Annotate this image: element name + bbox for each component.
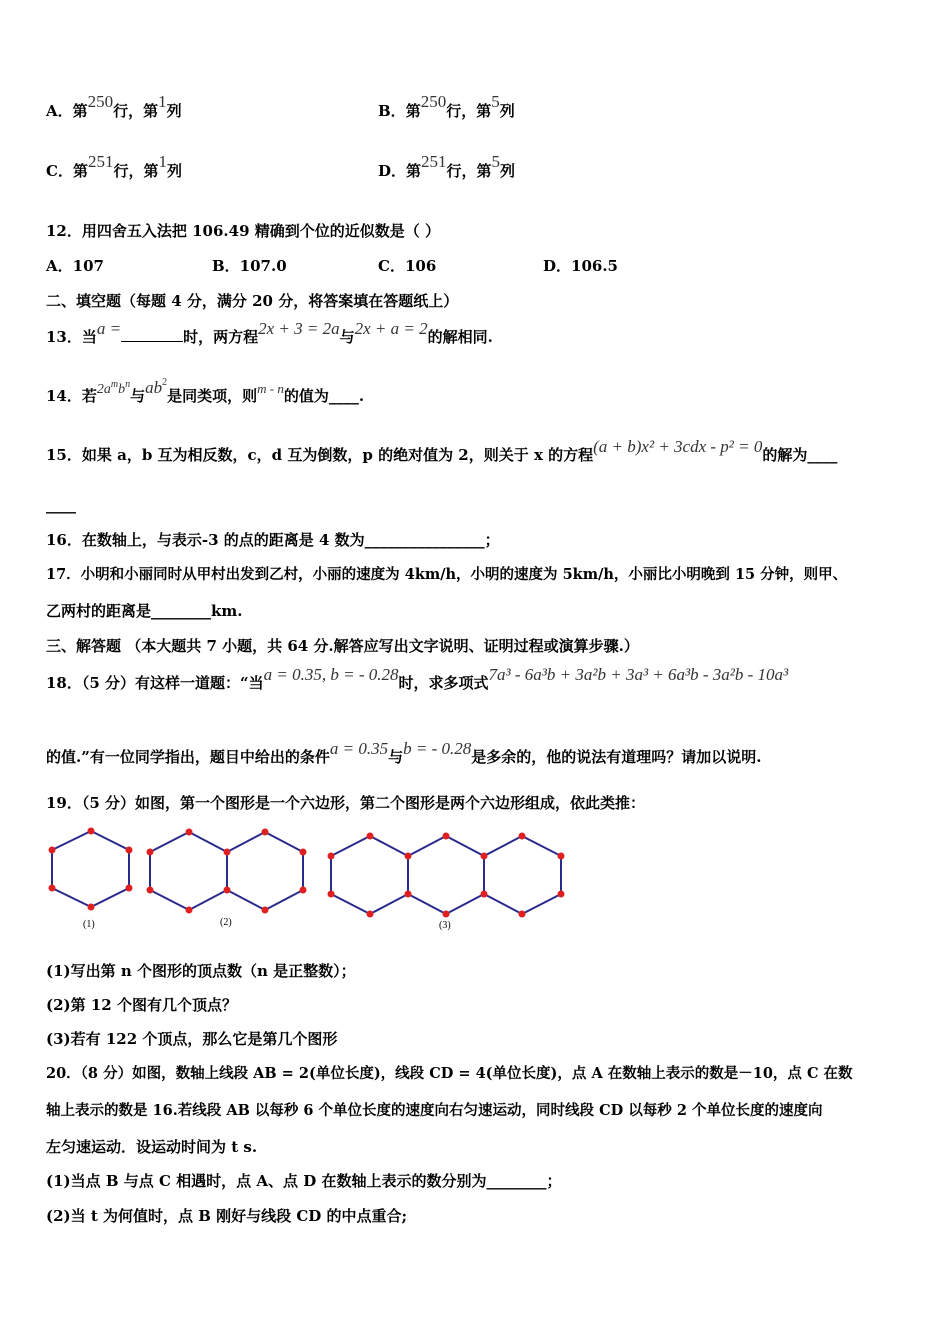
q14: 14．若$2a^mb^n$与$ab^2$是同类项，则m - n的值为____.: [46, 377, 365, 405]
q19-part-3: (3)若有 122 个顶点，那么它是第几个图形: [46, 1030, 338, 1048]
q19-part-2: (2)第 12 个图有几个顶点？: [46, 996, 237, 1014]
q11-option-b: B．第250行，第5列: [378, 92, 515, 120]
q15: 15．如果 a，b 互为相反数，c，d 互为倒数，p 的绝对值为 2，则关于 x 的方程(a + b)x² + 3cdx - p² = 0的解为____: [46, 437, 838, 464]
figure-2-caption: (2): [220, 917, 232, 928]
hexagon-figure-2: [147, 829, 307, 914]
q17-line-1: 17．小明和小丽同时从甲村出发到乙村，小丽的速度为 4km/h，小明的速度为 5km/h，小丽比小明晚到 15 分钟，则甲、: [46, 566, 848, 583]
q12-option-b: B．107.0: [212, 257, 287, 275]
q12-option-d: D．106.5: [543, 257, 618, 275]
figure-1-caption: (1): [83, 919, 95, 930]
q11-option-a: A．第250行，第1列: [46, 92, 182, 120]
q19-part-1: (1)写出第 n 个图形的顶点数（n 是正整数）；: [46, 962, 356, 980]
figure-3-caption: (3): [439, 920, 451, 931]
q18-line-1: 18．（5 分）有这样一道题：“当a = 0.35, b = - 0.28时，求多项式7a³ - 6a³b + 3a²b + 3a³ + 6a³b - 3a²b - 10a³: [46, 665, 789, 692]
q13: 13．当a = 时，两方程2x + 3 = 2a与2x + a = 2的解相同.: [46, 319, 493, 346]
q12-stem: 12．用四舍五入法把 106.49 精确到个位的近似数是（ ）: [46, 222, 440, 240]
q19-stem: 19．（5 分）如图，第一个图形是一个六边形，第二个图形是两个六边形组成，依此类推：: [46, 794, 646, 812]
q20-line-1: 20．（8 分）如图，数轴上线段 AB = 2(单位长度)，线段 CD = 4(单位长度)，点 A 在数轴上表示的数是－10，点 C 在数: [46, 1065, 853, 1082]
hexagon-figure-1: [49, 828, 133, 911]
q11-option-c: C．第251行，第1列: [46, 152, 182, 180]
q20-line-3: 左匀速运动．设运动时间为 t s.: [46, 1138, 258, 1156]
q11-option-d: D．第251行，第5列: [378, 152, 516, 180]
q12-option-c: C．106: [378, 257, 437, 275]
q16: 16．在数轴上，与表示-3 的点的距离是 4 数为________________；: [46, 531, 500, 549]
q20-part-1: (1)当点 B 与点 C 相遇时，点 A、点 D 在数轴上表示的数分别为________；: [46, 1172, 562, 1190]
q20-line-2: 轴上表示的数是 16.若线段 AB 以每秒 6 个单位长度的速度向右匀速运动，同时线段 CD 以每秒 2 个单位长度的速度向: [46, 1102, 823, 1119]
q18-line-2: 的值.”有一位同学指出，题目中给出的条件a = 0.35与b = - 0.28是多余的，他的说法有道理吗？请加以说明.: [46, 739, 762, 766]
hexagon-figures: [0, 820, 950, 940]
q20-part-2: (2)当 t 为何值时，点 B 刚好与线段 CD 的中点重合;: [46, 1207, 408, 1225]
section-3-heading: 三、解答题 （本大题共 7 小题，共 64 分.解答应写出文字说明、证明过程或演算步骤.）: [46, 637, 639, 655]
q15-continued: ____: [46, 496, 76, 514]
q12-option-a: A．107: [46, 257, 104, 275]
hexagon-figure-3: [328, 833, 565, 918]
q17-line-2: 乙两村的距离是________km.: [46, 602, 243, 620]
section-2-heading: 二、填空题（每题 4 分，满分 20 分，将答案填在答题纸上）: [46, 292, 459, 310]
